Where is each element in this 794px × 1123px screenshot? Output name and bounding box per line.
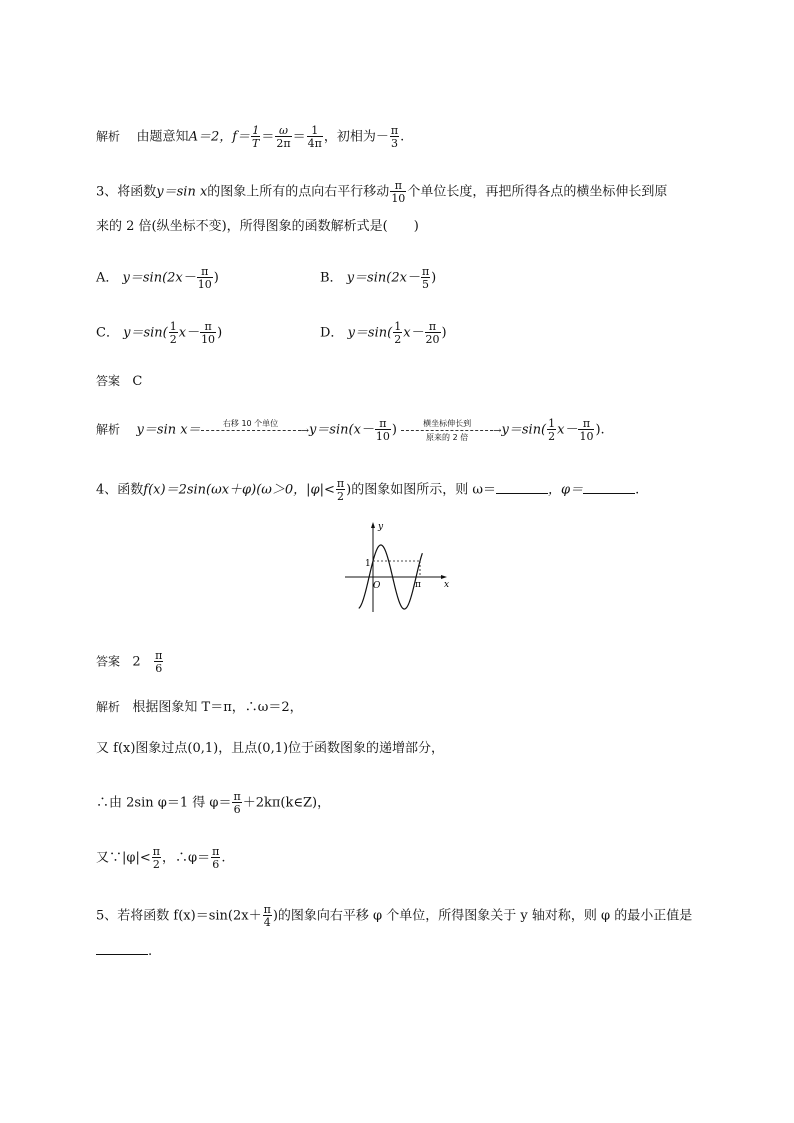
fraction: $\frac{\pi}{2}$ bbox=[152, 845, 160, 871]
option-expr: y＝sin(2x－ bbox=[122, 270, 196, 286]
arrowhead-icon: → bbox=[300, 425, 309, 437]
option-expr-mid: x－ bbox=[403, 325, 424, 341]
option-b bbox=[320, 266, 436, 290]
solution-4-line1 bbox=[96, 697, 303, 718]
fraction: $\frac{1}{2}$ bbox=[169, 320, 177, 346]
option-expr: y＝sin( bbox=[123, 325, 168, 341]
fraction: $\frac{1}{2}$ bbox=[548, 417, 556, 443]
amplitude-eq: A＝2， bbox=[188, 129, 233, 145]
fraction: $\frac{\pi}{10}$ bbox=[197, 265, 212, 291]
answer-blank bbox=[96, 942, 148, 955]
period: . bbox=[221, 850, 226, 866]
origin-label: O bbox=[373, 581, 381, 591]
x-axis-label: x bbox=[444, 580, 450, 590]
option-expr-end: ) bbox=[213, 270, 219, 286]
solution-expr: x－ bbox=[557, 422, 578, 438]
question-text: 来的 2 倍(纵坐标不变)，所得图象的函数解析式是( bbox=[96, 219, 388, 234]
question-text: )的图象向右平移 φ 个单位，所得图象关于 y 轴对称，则 φ 的最小正值是 bbox=[272, 908, 693, 924]
answer-value-phi: $\frac{\pi}{6}$ bbox=[155, 649, 163, 675]
fraction: $\frac{\pi}{10}$ bbox=[201, 320, 216, 346]
answer-label: 答案 bbox=[96, 654, 121, 669]
solution-label: 解析 bbox=[96, 700, 121, 714]
fraction: $\frac{\pi}{10}$ bbox=[391, 179, 406, 205]
question-4-number: 4、函数 bbox=[96, 482, 144, 498]
transform-arrow-1: 右移 10 个单位 bbox=[201, 419, 301, 442]
option-a bbox=[96, 266, 219, 290]
option-letter: C． bbox=[96, 325, 119, 341]
solution-label: 解析 bbox=[96, 422, 121, 437]
question-3-number: 3、将函数 bbox=[96, 184, 157, 200]
question-text: ，φ＝ bbox=[547, 482, 584, 498]
fraction: $\frac{\pi}{10}$ bbox=[579, 417, 594, 443]
answer-value-omega: 2 bbox=[132, 654, 141, 670]
fraction: $\frac{\pi}{6}$ bbox=[233, 790, 241, 816]
question-text: )的图象如图所示，则 ω＝ bbox=[346, 482, 496, 498]
fraction: $\frac{\pi}{10}$ bbox=[375, 417, 390, 443]
fraction: $\frac{\omega}{2\pi}$ bbox=[276, 124, 291, 150]
option-letter: D． bbox=[320, 325, 344, 341]
sine-graph bbox=[345, 520, 455, 615]
solution-4-line4 bbox=[96, 846, 225, 870]
period: . bbox=[635, 482, 640, 498]
y-axis-label: y bbox=[378, 522, 384, 532]
solution-text: ，初相为－ bbox=[323, 129, 389, 145]
arrowhead-icon: → bbox=[493, 425, 502, 437]
option-expr-mid: x－ bbox=[178, 325, 200, 341]
fraction: $\frac{\pi}{2}$ bbox=[336, 477, 345, 503]
option-c bbox=[96, 321, 222, 345]
solution-text: ∴由 2sin φ＝1 得 φ＝ bbox=[96, 795, 232, 811]
fraction: $\frac{\pi}{3}$ bbox=[390, 124, 399, 150]
option-expr: y＝sin(2x－ bbox=[346, 270, 420, 286]
option-expr-end: ) bbox=[217, 325, 223, 341]
transform-arrow-2: 横坐标伸长到 原来的 2 倍 bbox=[401, 419, 493, 442]
question-text: 个单位长度，再把所得各点的横坐标伸长到原 bbox=[407, 184, 668, 200]
solution-text: 由题意知 bbox=[136, 129, 189, 145]
option-expr: y＝sin( bbox=[347, 325, 393, 341]
question-5-line1 bbox=[96, 904, 692, 928]
question-4-line1 bbox=[96, 478, 639, 502]
x-pi-label: π bbox=[415, 580, 421, 590]
answer-value: C bbox=[132, 374, 143, 389]
solution-3 bbox=[96, 418, 605, 442]
fraction: $\frac{\pi}{20}$ bbox=[425, 320, 440, 346]
y-one-label: 1 bbox=[365, 559, 371, 569]
option-expr-end: ) bbox=[431, 270, 437, 286]
solution-text: 又∵|φ|< bbox=[96, 850, 151, 866]
solution-expr: y＝sin x＝ bbox=[136, 422, 201, 438]
option-expr-end: ) bbox=[441, 325, 447, 341]
question-3-line2 bbox=[96, 217, 419, 237]
solution-expr: y＝sin(x－ bbox=[308, 422, 374, 438]
solution-expr: y＝sin( bbox=[501, 422, 547, 438]
solution-expr-end: ). bbox=[595, 422, 605, 438]
answer-blank-omega bbox=[496, 481, 548, 494]
x-axis-arrow-icon bbox=[441, 575, 447, 579]
equals: ＝ bbox=[261, 129, 275, 145]
answer-blank-phi bbox=[583, 481, 635, 494]
period: . bbox=[148, 944, 153, 959]
fraction: $\frac{\pi}{6}$ bbox=[212, 845, 220, 871]
answer-4 bbox=[96, 650, 164, 674]
option-letter: B． bbox=[320, 270, 343, 286]
fraction: $\frac{\pi}{5}$ bbox=[421, 265, 430, 291]
question-text: 的图象上所有的点向右平行移动 bbox=[207, 184, 390, 200]
function-expr: y＝sin x bbox=[156, 184, 208, 200]
solution-4-line3 bbox=[96, 791, 330, 815]
answer-3 bbox=[96, 371, 142, 392]
solution-text: 根据图象知 T＝π，∴ω＝2， bbox=[132, 700, 303, 715]
function-expr: f(x)＝2sin(ωx＋φ)(ω＞0，|φ|< bbox=[143, 482, 335, 498]
solution-text: 又 f(x)图象过点(0,1)，且点(0,1)位于函数图象的递增部分， bbox=[96, 741, 445, 756]
answer-label: 答案 bbox=[96, 374, 121, 388]
equals: ＝ bbox=[292, 129, 306, 145]
paren-close: ) bbox=[413, 219, 419, 234]
period: . bbox=[400, 129, 405, 145]
solution-expr-end: ) bbox=[391, 422, 397, 438]
solution-line-prev bbox=[96, 125, 404, 149]
y-axis-arrow-icon bbox=[371, 522, 375, 528]
question-5-number: 5、若将函数 f(x)＝sin(2x＋ bbox=[96, 908, 262, 924]
question-5-line2 bbox=[96, 942, 152, 962]
fraction: $\frac{1}{2}$ bbox=[394, 320, 402, 346]
question-3-line1 bbox=[96, 180, 667, 204]
solution-text: ＋2kπ(k∈Z)， bbox=[242, 795, 331, 811]
fraction: $\frac{1}{4\pi}$ bbox=[307, 124, 322, 150]
option-d bbox=[320, 321, 447, 345]
fraction: $\frac{\pi}{4}$ bbox=[263, 903, 271, 929]
solution-label: 解析 bbox=[96, 129, 121, 144]
option-letter: A． bbox=[96, 270, 119, 286]
solution-text: ，∴φ＝ bbox=[162, 850, 211, 866]
frequency-eq: f＝ bbox=[232, 129, 251, 145]
solution-4-line2 bbox=[96, 739, 444, 759]
fraction: $\frac{1}{T}$ bbox=[252, 124, 260, 150]
